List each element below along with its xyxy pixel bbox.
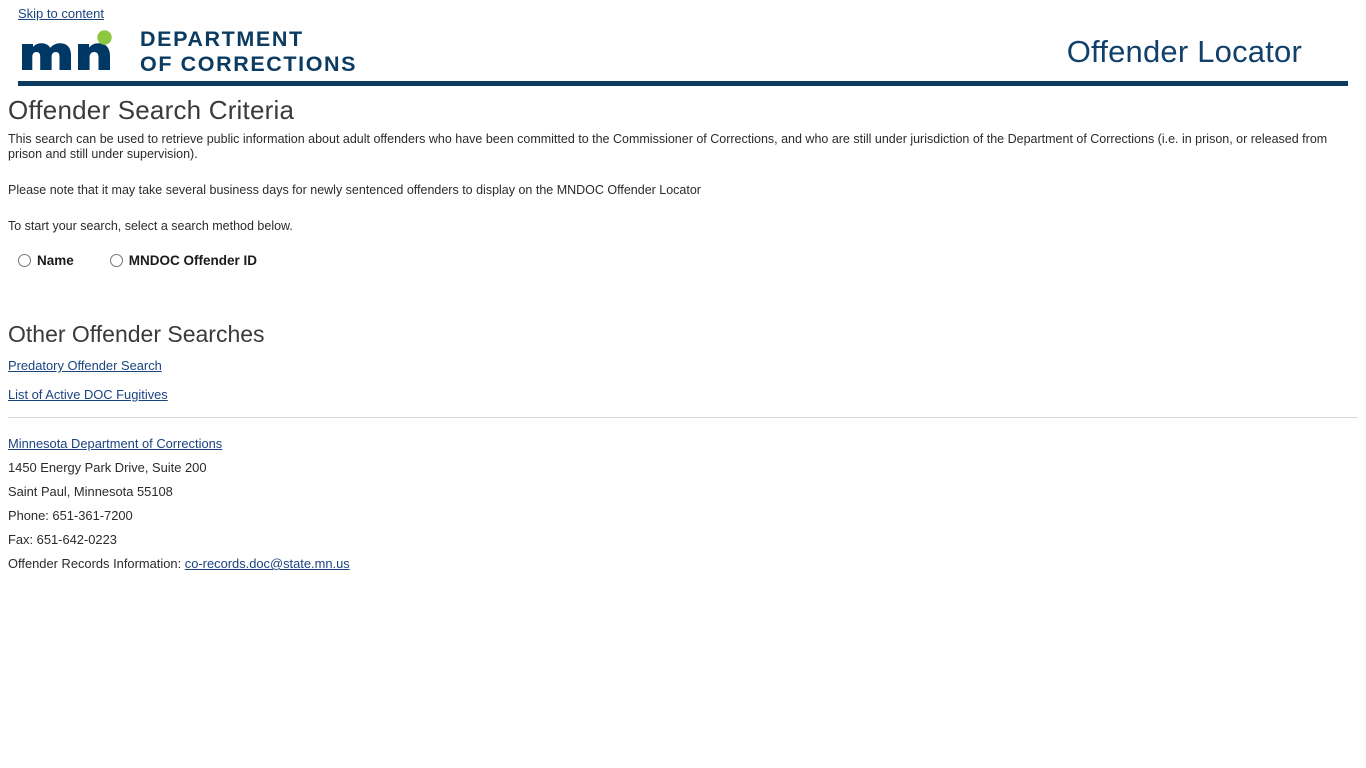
footer-address-line-1: 1450 Energy Park Drive, Suite 200 [8, 460, 207, 475]
footer-agency-row [8, 432, 1358, 456]
header-divider [18, 81, 1348, 86]
active-doc-fugitives-link[interactable]: List of Active DOC Fugitives [8, 387, 168, 402]
mn-logo-icon [18, 30, 126, 74]
other-searches-title: Other Offender Searches [8, 321, 265, 347]
note-paragraph: Please note that it may take several business days for newly sentenced offenders to display on the MNDOC Offender Locator [8, 183, 701, 197]
start-paragraph: To start your search, select a search method below. [8, 219, 293, 233]
search-method-group [8, 253, 1358, 268]
predatory-offender-search-link[interactable]: Predatory Offender Search [8, 358, 162, 373]
app-title: Offender Locator [1066, 34, 1302, 69]
search-method-name-label[interactable]: Name [37, 253, 74, 268]
search-method-offender-id-radio[interactable] [110, 254, 123, 267]
footer-fax: Fax: 651-642-0223 [8, 532, 117, 547]
other-searches-links [8, 358, 1358, 402]
search-method-offender-id[interactable] [100, 253, 257, 268]
page-title: Offender Search Criteria [8, 95, 295, 125]
search-method-name[interactable] [8, 253, 74, 268]
department-line-1: DEPARTMENT [140, 26, 304, 51]
footer-phone: Phone: 651-361-7200 [8, 508, 133, 523]
department-line-2: OF CORRECTIONS [140, 51, 358, 76]
footer-records-label: Offender Records Information: [8, 556, 182, 571]
footer-divider [8, 417, 1358, 418]
footer [8, 432, 1358, 576]
main-content [0, 95, 1366, 576]
records-email-link[interactable]: co-records.doc@state.mn.us [184, 556, 350, 571]
site-header [0, 23, 1366, 81]
intro-paragraph: This search can be used to retrieve public information about adult offenders who have been committed to the Commissioner of Corrections, and who are still under jurisdiction of the Department of Corrections (i.e. in prison, or released from prison and still under supervision). [8, 132, 1328, 161]
search-method-offender-id-label[interactable]: MNDOC Offender ID [128, 253, 258, 268]
skip-to-content-link[interactable]: Skip to content [18, 6, 104, 21]
agency-link[interactable]: Minnesota Department of Corrections [8, 436, 223, 451]
department-name [140, 26, 358, 76]
search-method-name-radio[interactable] [18, 254, 31, 267]
brand[interactable] [18, 26, 358, 76]
footer-records-row [8, 552, 1358, 576]
footer-address-line-2: Saint Paul, Minnesota 55108 [8, 484, 173, 499]
